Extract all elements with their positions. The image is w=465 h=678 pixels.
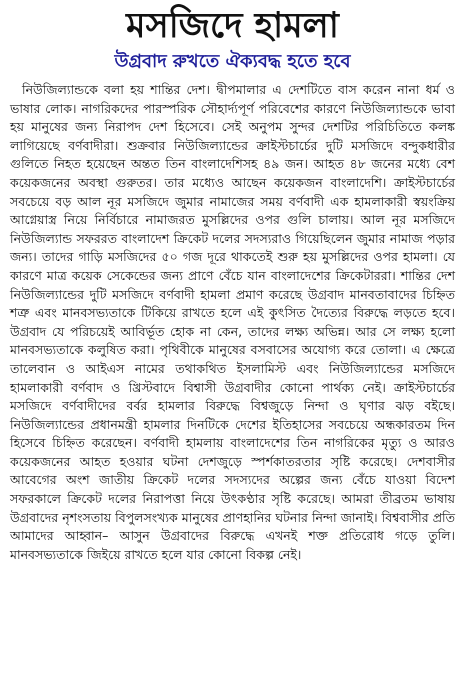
subheadline: উগ্রবাদ রুখতে ঐক্যবদ্ধ হতে হবে <box>114 51 351 72</box>
headline: মসজিদে হামলা <box>126 6 339 46</box>
article-body: নিউজিল্যান্ডকে বলা হয় শান্তির দেশ। দ্বীপমালার এ দেশটিতে বাস করেন নানা ধর্ম ও ভাষার লোক। নাগরিকদের পারস্পরিক সৌহার্দ্যপূর্ণ পরিবেশের কারণে নিউজিল্যান্ডকে ভাবা হয় মানুষের জন্য নিরাপদ দেশ হিসেবে। সেই অনুপম সুন্দর দেশটির পরিচিতিতে কলঙ্ক লাগিয়েছে বর্ণবাদীরা। শুক্রবার নিউজিল্যান্ডের ক্রাইস্টচার্চের দুটি মসজিদে বন্দুকধারীর গুলিতে নিহত হয়েছেন অন্তত তিন বাংলাদেশিসহ ৪৯ জন। আহত ৪৮ জনের মধ্যে বেশ কয়েকজনের অবস্থা গুরুতর। তার মধ্যেও আছেন কয়েকজন বাংলাদেশি। ক্রাইস্টচার্চের সবচেয়ে বড় আল নূর মসজিদে জুমার নামাজের সময় বর্ণবাদী এক হামলাকারী স্বয়ংক্রিয় আগ্নেয়াস্ত্র নিয়ে নির্বিচারে নামাজরত মুসল্লিদের ওপর গুলি চালায়। আল নূর মসজিদে নিউজিল্যান্ড সফররত বাংলাদেশ ক্রিকেট দলের সদস্যরাও গিয়েছিলেন জুমার নামাজ পড়ার জন্য। তাদের গাড়ি মসজিদের ৫০ গজ দূরে থাকতেই শুরু হয় মুসল্লিদের ওপর হামলা। যে কারণে মাত্র কয়েক সেকেন্ডের জন্য প্রাণে বেঁচে যান বাংলাদেশের ক্রিকেটাররা। শান্তির দেশ নিউজিল্যান্ডের দুটি মসজিদে বর্ণবাদী হামলা প্রমাণ করেছে উগ্রবাদ মানবতাবাদের চিহ্নিত শত্রু এবং মানবসভ্যতাকে টিকিয়ে রাখতে হলে এই কুৎসিত দৈত্যের বিরুদ্ধে লড়তে হবে। উগ্রবাদ যে পরিচয়েই আবির্ভূত হোক না কেন, তাদের লক্ষ্য অভিন্ন। আর সে লক্ষ্য হলো মানবসভ্যতাকে কলুষিত করা। পৃথিবীকে মানুষের বসবাসের অযোগ্য করে তোলা। এ ক্ষেত্রে তালেবান ও আইএস নামের তথাকথিত ইসলামিস্ট এবং নিউজিল্যান্ডের মসজিদে হামলাকারী বর্ণবাদ ও খ্রিস্টবাদে বিশ্বাসী উগ্রবাদীর কোনো পার্থক্য নেই। ক্রাইস্টচার্চের মসজিদে বর্ণবাদীদের বর্বর হামলার বিরুদ্ধে বিশ্বজুড়ে নিন্দা ও ঘৃণার ঝড় বইছে। নিউজিল্যান্ডের প্রধানমন্ত্রী হামলার দিনটিকে দেশের ইতিহাসের সবচেয়ে অন্ধকারতম দিন হিসেবে চিহ্নিত করেছেন। বর্ণবাদী হামলায় বাংলাদেশের তিন নাগরিকের মৃত্যু ও আরও কয়েকজনের আহত হওয়ার ঘটনা দেশজুড়ে স্পর্শকাতরতার সৃষ্টি করেছে। দেশবাসীর আবেগের অংশ জাতীয় ক্রিকেট দলের সদস্যদের অল্পের জন্য বেঁচে যাওয়া বিদেশ সফরকালে ক্রিকেট দলের নিরাপত্তা নিয়ে উৎকণ্ঠার সৃষ্টি করেছে। আমরা তীব্রতম ভাষায় উগ্রবাদের নৃশংসতায় বিপুলসংখ্যক মানুষের প্রাণহানির ঘটনার নিন্দা জানাই। বিশ্ববাসীর প্রতি আমাদের আহ্বান– আসুন উগ্রবাদের বিরুদ্ধে এখনই শক্ত প্রতিরোধ গড়ে তুলি। মানবসভ্যতাকে জিইয়ে রাখতে হলে যার কোনো বিকল্প নেই। <box>10 82 455 562</box>
